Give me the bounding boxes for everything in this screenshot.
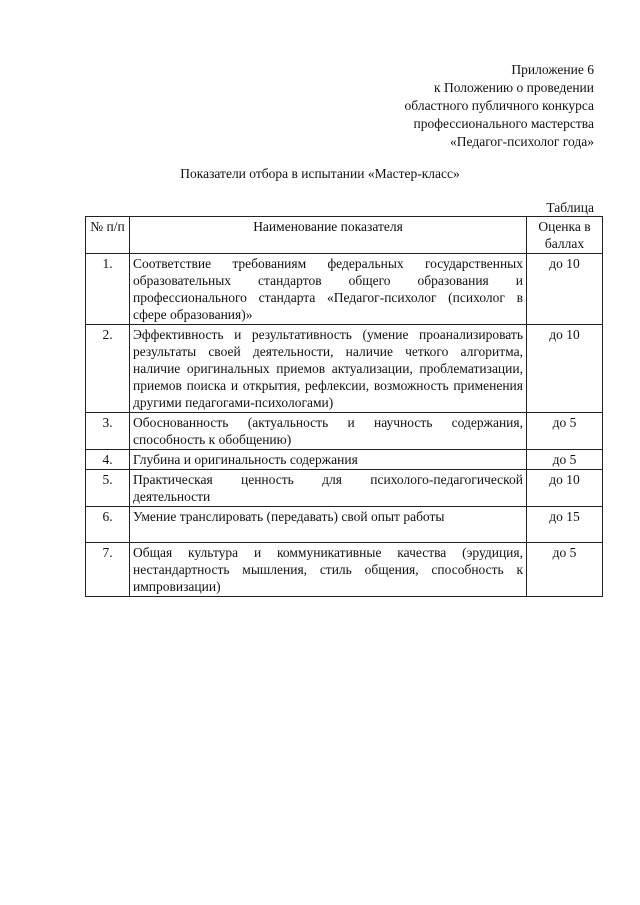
appendix-line: «Педагог-психолог года» [450,134,594,149]
indicator-name: Практическая ценность для психолого-педагогической деятельности [130,470,527,507]
appendix-line: областного публичного конкурса [404,98,594,113]
header-number: № п/п [86,217,130,254]
table-row [86,254,603,325]
table-row [86,543,603,597]
appendix-line: Приложение 6 [511,62,594,77]
indicator-name: Соответствие требованиям федеральных государственных образовательных стандартов общего образования и профессионального стандарта «Педагог-психолог (психолог в сфере образования)» [130,254,527,325]
header-indicator-name: Наименование показателя [130,217,527,254]
indicator-score: до 10 [527,325,603,413]
row-number: 5. [86,470,130,507]
table-row [86,413,603,450]
row-number: 4. [86,450,130,470]
table-row [86,470,603,507]
table-caption: Таблица [546,200,594,215]
row-number: 2. [86,325,130,413]
indicator-name: Умение транслировать (передавать) свой опыт работы [130,507,527,543]
row-number: 6. [86,507,130,543]
row-number: 3. [86,413,130,450]
document-title: Показатели отбора в испытании «Мастер-класс» [180,166,460,181]
row-number: 7. [86,543,130,597]
indicator-name: Глубина и оригинальность содержания [130,450,527,470]
indicator-score: до 5 [527,450,603,470]
indicator-name: Общая культура и коммуникативные качества (эрудиция, нестандартность мышления, стиль общения, способность к импровизации) [130,543,527,597]
indicator-score: до 10 [527,254,603,325]
indicator-score: до 10 [527,470,603,507]
table-header-row [86,217,603,254]
table-row [86,450,603,470]
indicator-name: Эффективность и результативность (умение проанализировать результаты своей деятельности, наличие четкого алгоритма, наличие оригинальных приемов актуализации, проблематизации, приемов поиска и открытия, рефлексии, возможность применения другими педагогами-психологами) [130,325,527,413]
table-row [86,325,603,413]
indicator-score: до 5 [527,543,603,597]
appendix-header [405,61,594,151]
table-row [86,507,603,543]
header-score: Оценка в баллах [527,217,603,254]
indicator-name: Обоснованность (актуальность и научность содержания, способность к обобщению) [130,413,527,450]
appendix-line: к Положению о проведении [434,80,594,95]
row-number: 1. [86,254,130,325]
indicators-table [85,216,603,597]
indicator-score: до 15 [527,507,603,543]
indicator-score: до 5 [527,413,603,450]
appendix-line: профессионального мастерства [413,116,594,131]
